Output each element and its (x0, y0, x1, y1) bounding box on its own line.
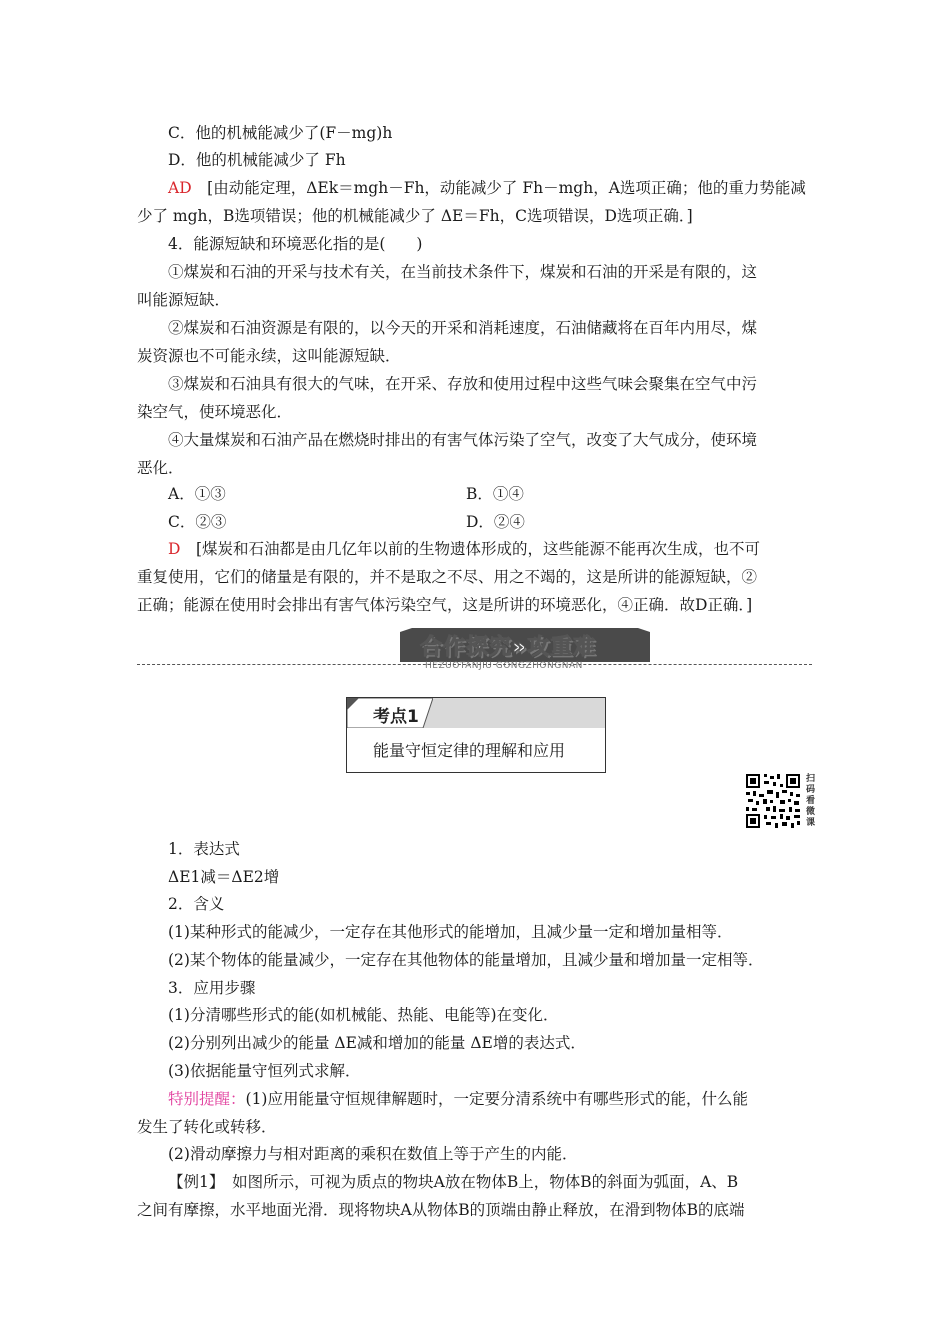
formula: ΔE1减＝ΔE2增 (168, 868, 280, 886)
example-label: 【例1】 (168, 1173, 217, 1191)
statement-2-cont: 炭资源也不可能永续，这叫能源短缺． (137, 347, 401, 365)
heading-1: 1．表达式 (168, 840, 240, 858)
statement-4-cont: 恶化． (137, 459, 184, 477)
statement-1-cont: 叫能源短缺． (137, 291, 231, 309)
step-1: (1)分清哪些形式的能(如机械能、热能、电能等)在变化． (168, 1006, 559, 1024)
answer-4-line-1: D [煤炭和石油都是由几亿年以前的生物遗体形成的，这些能源不能再次生成，也不可 (168, 540, 761, 558)
statement-3: ③煤炭和石油具有很大的气味，在开采、存放和使用过程中这些气味会聚集在空气中污 (168, 375, 758, 393)
answer-4-line-2: 重复使用，它们的储量是有限的，并不是取之不尽、用之不竭的，这是所讲的能源短缺，② (137, 568, 758, 586)
tip-label: 特别提醒： (168, 1090, 246, 1108)
answer-label: D (168, 540, 181, 558)
step-2: (2)分别列出减少的能量 ΔE减和增加的能量 ΔE增的表达式． (168, 1034, 586, 1052)
meaning-2: (2)某个物体的能量减少，一定存在其他物体的能量增加，且减少量和增加量一定相等． (168, 951, 764, 969)
question-4: 4．能源短缺和环境恶化指的是( ) (168, 235, 423, 253)
heading-3: 3．应用步骤 (168, 979, 256, 997)
qr-code-icon (744, 772, 802, 830)
step-3: (3)依据能量守恒列式求解． (168, 1062, 361, 1080)
meaning-1: (1)某种形式的能减少，一定存在其他形式的能增加，且减少量一定和增加量相等． (168, 923, 733, 941)
statement-1: ①煤炭和石油的开采与技术有关，在当前技术条件下，煤炭和石油的开采是有限的，这 (168, 263, 758, 281)
answer-3-line-1: AD [由动能定理，ΔEk＝mgh－Fh，动能减少了 Fh－mgh，A选项正确；他的重力势能减 (168, 179, 806, 197)
choice-d: D．②④ (466, 513, 525, 531)
section-banner-subtitle: HEZUOTANJIU GONGZHONGNAN (425, 661, 583, 671)
choice-c: C．②③ (168, 513, 227, 531)
qr-code-note: 扫码看微课 (806, 774, 816, 828)
kaodian-tag: 考点1 (373, 707, 419, 727)
section-divider (137, 664, 812, 665)
statement-2: ②煤炭和石油资源是有限的，以今天的开采和消耗速度，石油储藏将在百年内用尽，煤 (168, 319, 758, 337)
option-d: D．他的机械能减少了 Fh (168, 151, 346, 169)
answer-label: AD (168, 179, 192, 197)
kaodian-box (346, 697, 606, 773)
heading-2: 2．含义 (168, 895, 225, 913)
tip-line-1: 特别提醒：(1)应用能量守恒规律解题时，一定要分清系统中有哪些形式的能，什么能 (168, 1090, 748, 1108)
tip-line-2: 发生了转化或转移． (137, 1118, 277, 1136)
tip-line-3: (2)滑动摩擦力与相对距离的乘积在数值上等于产生的内能． (168, 1145, 578, 1163)
statement-4: ④大量煤炭和石油产品在燃烧时排出的有害气体污染了空气，改变了大气成分，使环境 (168, 431, 758, 449)
choice-b: B．①④ (466, 485, 524, 503)
choice-a: A．①③ (168, 485, 226, 503)
kaodian-title: 能量守恒定律的理解和应用 (373, 741, 566, 760)
answer-3-line-2: 少了 mgh，B选项错误；他的机械能减少了 ΔE＝Fh，C选项错误，D选项正确．] (137, 207, 693, 225)
answer-4-line-3: 正确；能源在使用时会排出有害气体污染空气，这是所讲的环境恶化，④正确．故D正确．] (137, 596, 753, 614)
statement-3-cont: 染空气，使环境恶化． (137, 403, 293, 421)
section-banner-title: 合作探究»攻重难 (420, 635, 597, 660)
example-line-2: 之间有摩擦，水平地面光滑．现将物块A从物体B的顶端由静止释放，在滑到物体B的底端 (137, 1201, 745, 1219)
example-line-1: 【例1】 如图所示，可视为质点的物块A放在物体B上，物体B的斜面为弧面，A、B (168, 1173, 739, 1191)
option-c: C．他的机械能减少了(F－mg)h (168, 124, 393, 142)
